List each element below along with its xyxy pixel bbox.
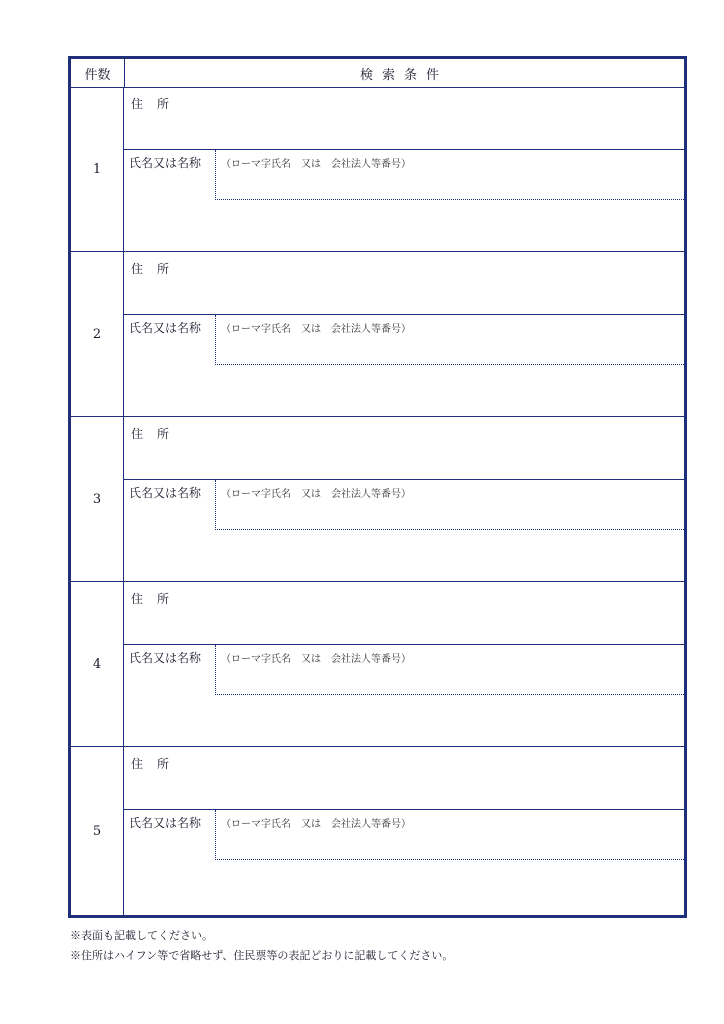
footnotes [70,926,453,966]
name-label: 氏名又は名称 [129,486,202,500]
name-label: 氏名又は名称 [129,321,202,335]
row-number: 3 [71,417,124,581]
row-number: 1 [71,87,124,251]
condition-row-3 [71,417,684,582]
name-hint: （ローマ字氏名 又は 会社法人等番号） [221,489,411,500]
condition-row-4 [71,582,684,747]
condition-row-1 [71,87,684,252]
name-label: 氏名又は名称 [129,651,202,665]
footnote: ※住所はハイフン等で省略せず、住民票等の表記どおりに記載してください。 [70,949,454,962]
condition-row-5 [71,747,684,915]
address-label: 住所 [131,427,184,441]
table-header [71,59,684,88]
count-column-header: 件数 [71,59,125,87]
address-label: 住所 [131,262,184,276]
row-number: 5 [71,747,124,915]
name-label: 氏名又は名称 [129,816,202,830]
condition-row-2 [71,252,684,417]
address-label: 住所 [131,97,184,111]
row-number: 2 [71,252,124,416]
row-number: 4 [71,582,124,746]
condition-column-header: 検索条件 [359,67,448,83]
name-hint: （ローマ字氏名 又は 会社法人等番号） [221,159,411,170]
footnote: ※表面も記載してください。 [70,929,213,942]
name-hint: （ローマ字氏名 又は 会社法人等番号） [221,654,411,665]
search-conditions-table [68,56,687,918]
address-label: 住所 [131,757,184,771]
name-hint: （ローマ字氏名 又は 会社法人等番号） [221,819,411,830]
name-label: 氏名又は名称 [129,156,202,170]
address-label: 住所 [131,592,184,606]
name-hint: （ローマ字氏名 又は 会社法人等番号） [221,324,411,335]
